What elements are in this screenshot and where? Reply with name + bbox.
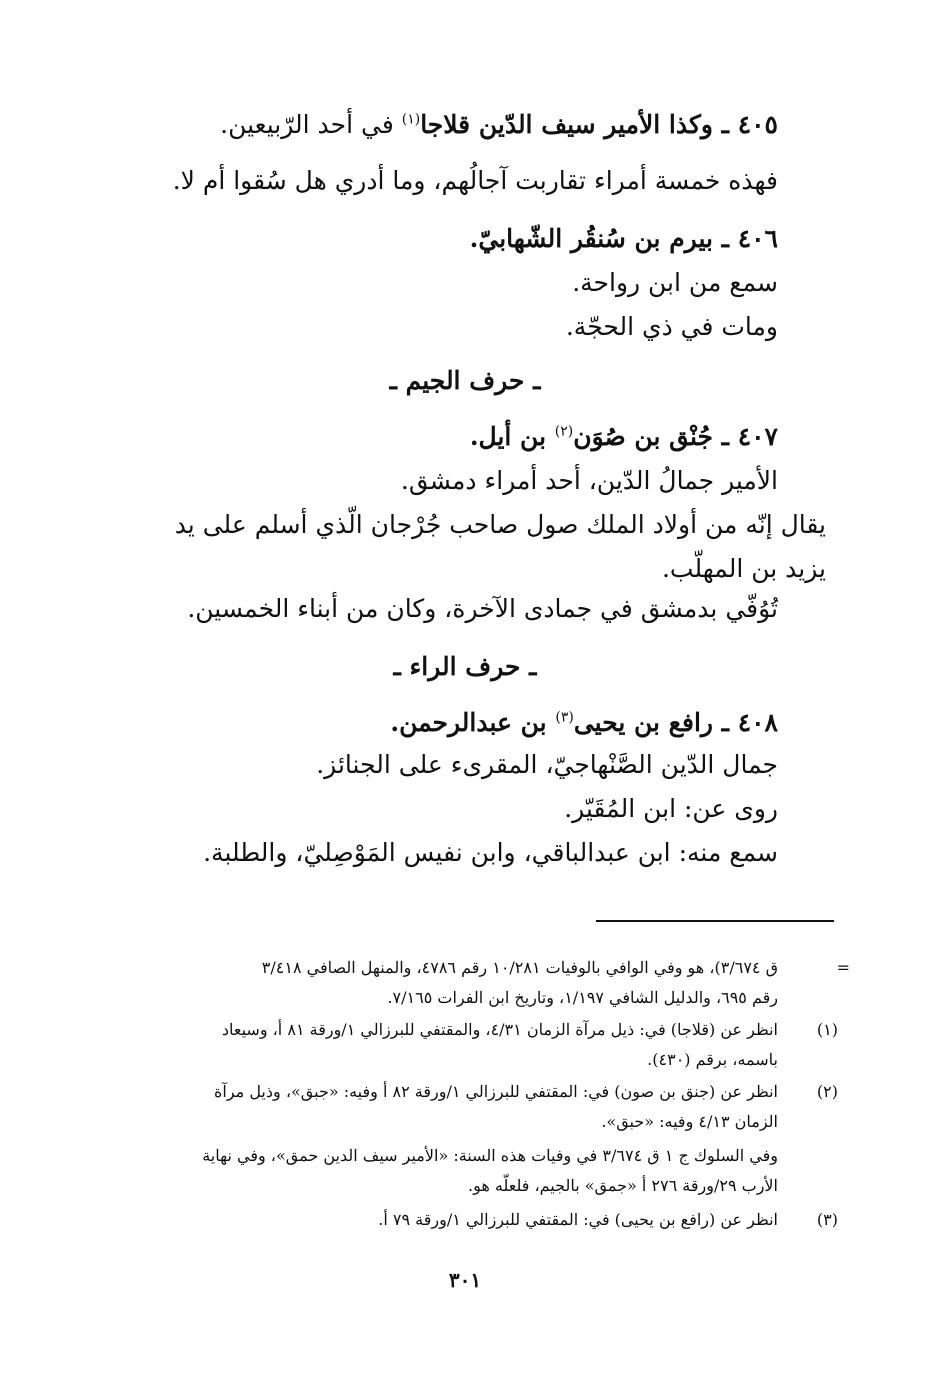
entry-text: في أحد الرّبيعين. bbox=[220, 110, 402, 139]
footnote-line: ق ٣/٦٧٤)، هو وفي الوافي بالوفيات ١٠/٢٨١ رقم ٤٧٨٦، والمنهل الصافي ٣/٤١٨ bbox=[261, 958, 778, 977]
section-heading-jim: ـ حرف الجيم ـ bbox=[389, 366, 541, 395]
body-line: الأمير جمالُ الدّين، أحد أمراء دمشق. bbox=[400, 466, 778, 495]
entry-408-heading bbox=[390, 708, 778, 737]
entry-name: رافع بن يحيى bbox=[573, 708, 713, 737]
entry-407-heading bbox=[470, 422, 778, 451]
footnote-ref: (٣) bbox=[555, 709, 574, 726]
footnote-line: وفي السلوك ج ١ ق ٣/٦٧٤ في وفيات هذه السنة: «الأمير سيف الدين حمق»، وفي نهاية bbox=[202, 1146, 778, 1165]
page-number: ٣٠١ bbox=[448, 1268, 482, 1292]
footnote-line: الزمان ٤/١٣ وفيه: «حبق». bbox=[601, 1112, 778, 1131]
entry-dash: ـ bbox=[712, 224, 738, 253]
entry-name: وكذا الأمير سيف الدّين قلاجا bbox=[420, 110, 713, 139]
entry-number: ٤٠٨ bbox=[737, 708, 778, 737]
footnote-ref: (١) bbox=[401, 111, 421, 128]
body-line: سمع منه: ابن عبدالباقي، وابن نفيس المَوْصِليّ، والطلبة. bbox=[203, 838, 778, 867]
body-line: يزيد بن المهلّب. bbox=[661, 554, 826, 583]
footnote-marker: (٢) bbox=[816, 1082, 838, 1101]
footnote-marker: (٣) bbox=[816, 1210, 838, 1229]
entry-name: بيرم بن سُنقُر الشّهابيّ. bbox=[469, 224, 713, 253]
entry-name: جُنْق بن صُوَن bbox=[573, 422, 713, 451]
body-line: جمال الدّين الصَّنْهاجيّ، المقرىء على الجنائز. bbox=[316, 750, 778, 779]
footnote-line: انظر عن (جنق بن صون) في: المقتفي للبرزالي ١/ورقة ٨٢ أ وفيه: «جبق»، وذيل مرآة bbox=[214, 1082, 778, 1101]
entry-405-heading bbox=[220, 110, 778, 139]
body-line: فهذه خمسة أمراء تقاربت آجالُهم، وما أدري هل سُقوا أم لا. bbox=[172, 166, 778, 195]
entry-number: ٤٠٧ bbox=[737, 422, 778, 451]
entry-dash: ـ bbox=[712, 110, 738, 139]
footnote-marker: = bbox=[836, 958, 850, 977]
footnote-ref: (٢) bbox=[554, 423, 574, 440]
body-line: يقال إنّه من أولاد الملك صول صاحب جُرْجان الّذي أسلم على يد bbox=[174, 510, 826, 539]
entry-name-cont: بن أيل. bbox=[469, 422, 555, 451]
body-line: تُوُفّي بدمشق في جمادى الآخرة، وكان من أبناء الخمسين. bbox=[187, 594, 778, 623]
entry-number: ٤٠٥ bbox=[737, 110, 778, 139]
body-line: ومات في ذي الحجّة. bbox=[565, 312, 778, 341]
entry-name-cont: بن عبدالرحمن. bbox=[390, 708, 556, 737]
entry-dash: ـ bbox=[712, 708, 738, 737]
footnote-marker: (١) bbox=[816, 1020, 838, 1039]
entry-dash: ـ bbox=[712, 422, 738, 451]
footnote-separator bbox=[596, 920, 834, 922]
section-heading-ra: ـ حرف الراء ـ bbox=[393, 652, 537, 681]
footnote-line: انظر عن (رافع بن يحيى) في: المقتفي للبرزالي ١/ورقة ٧٩ أ. bbox=[378, 1210, 778, 1229]
entry-406-heading bbox=[470, 224, 778, 253]
entry-number: ٤٠٦ bbox=[737, 224, 778, 253]
footnote-line: الأرب ٢٩/ورقة ٢٧٦ أ «جمق» بالجيم، فلعلّه هو. bbox=[467, 1176, 778, 1195]
body-line: سمع من ابن رواحة. bbox=[572, 268, 778, 297]
footnote-line: باسمه، برقم (٤٣٠). bbox=[647, 1050, 778, 1069]
footnote-line: انظر عن (قلاجا) في: ذيل مرآة الزمان ٤/٣١، والمقتفي للبرزالي ١/ورقة ٨١ أ، وسيعاد bbox=[221, 1020, 778, 1039]
body-line: روى عن: ابن المُقَيّر. bbox=[564, 794, 778, 823]
footnote-line: رقم ٦٩٥، والدليل الشافي ١/١٩٧، وتاريخ ابن الفرات ٧/١٦٥. bbox=[387, 988, 778, 1007]
